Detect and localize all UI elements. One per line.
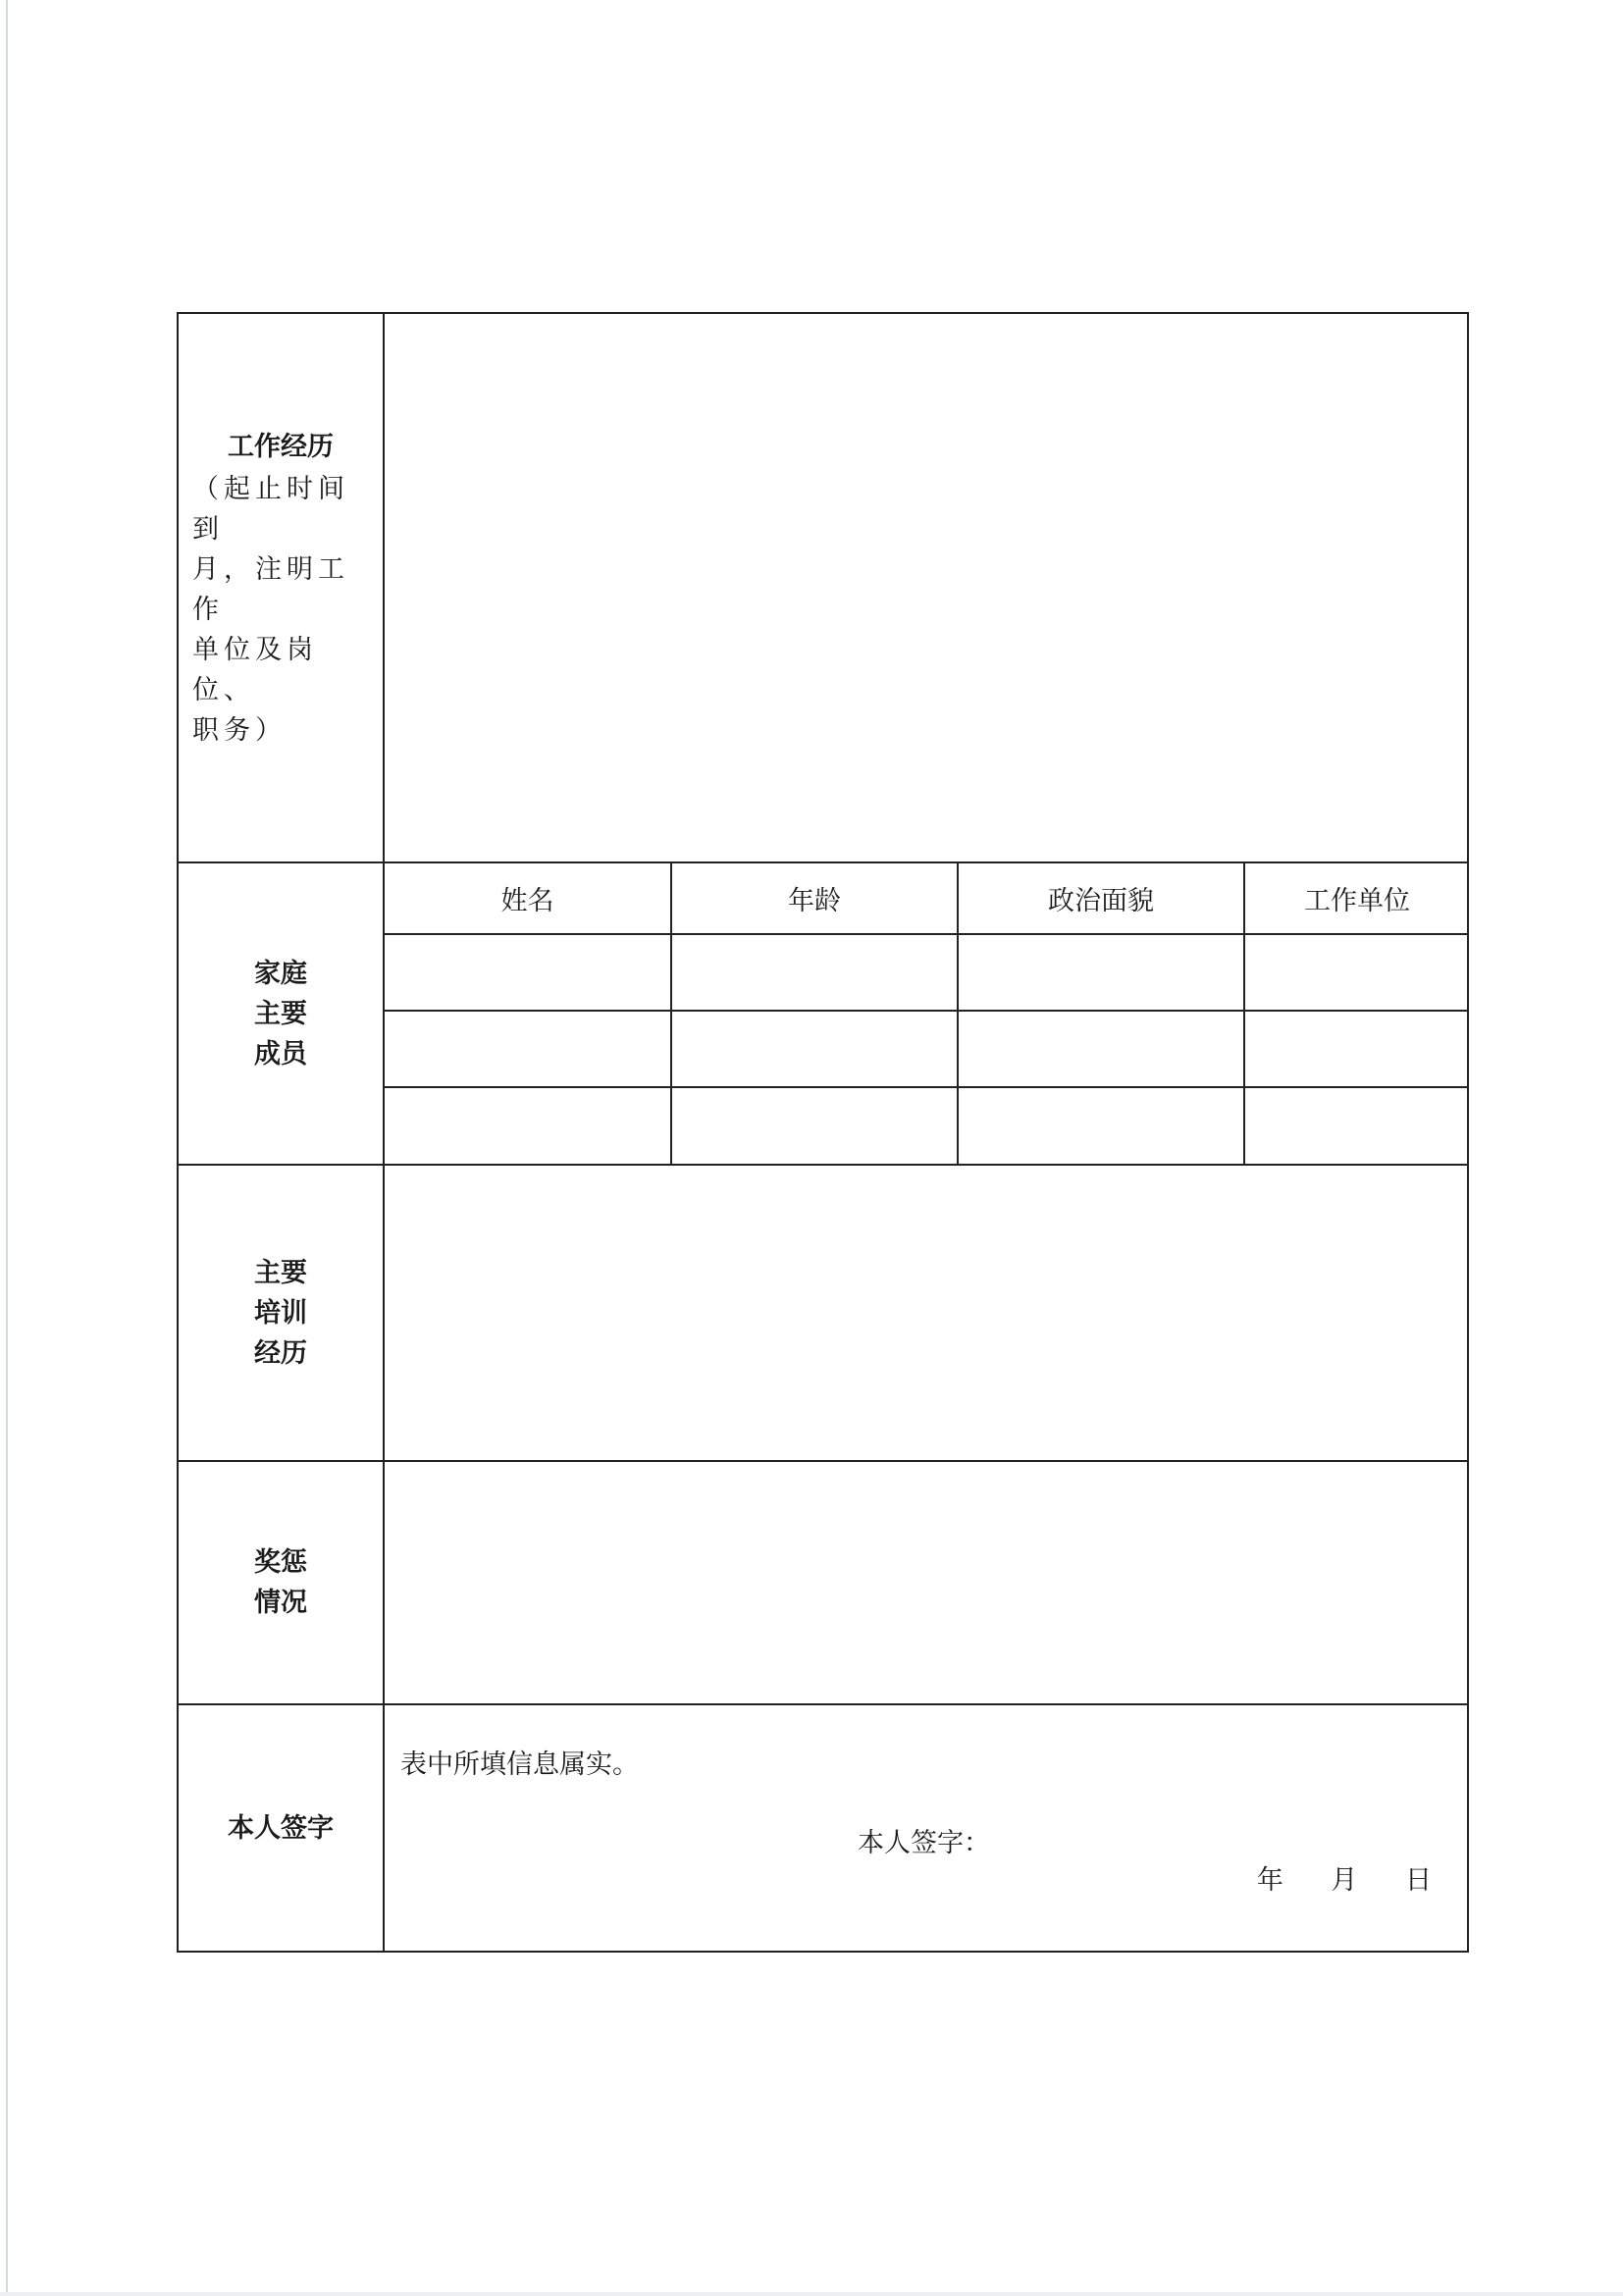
work-history-note-line: 单位及岗位、: [192, 634, 318, 705]
employer-field[interactable]: [1244, 934, 1469, 1011]
name-field[interactable]: [385, 1011, 671, 1087]
work-history-note-line: 月，注明工作: [192, 553, 349, 625]
age-field[interactable]: [671, 934, 958, 1011]
signature-label: [178, 1704, 384, 1952]
application-form-table: [177, 312, 1469, 1953]
column-header-name: 姓名: [385, 863, 671, 934]
training-field[interactable]: [384, 1165, 1468, 1461]
training-label: [178, 1165, 384, 1461]
family-member-row: [385, 934, 1469, 1011]
date-month-label: 月: [1331, 1865, 1358, 1896]
employer-field[interactable]: [1244, 1011, 1469, 1087]
scan-edge-bottom: [0, 2292, 1623, 2296]
age-field[interactable]: [671, 1087, 958, 1164]
rewards-field[interactable]: [384, 1461, 1468, 1704]
date-line: [1218, 1858, 1432, 1897]
political-status-field[interactable]: [958, 1011, 1244, 1087]
name-field[interactable]: [385, 1087, 671, 1164]
signature-row: [178, 1704, 1468, 1952]
rewards-label: [178, 1461, 384, 1704]
political-status-field[interactable]: [958, 934, 1244, 1011]
family-header-row: [385, 863, 1469, 934]
work-history-row: [178, 313, 1468, 862]
work-history-title: 工作经历: [228, 431, 334, 462]
rewards-row: [178, 1461, 1468, 1704]
family-label-line: 成员: [254, 1038, 307, 1070]
training-row: [178, 1165, 1468, 1461]
work-history-note-line: 职务）: [192, 714, 287, 746]
rewards-label-line: 奖惩: [254, 1547, 307, 1578]
work-history-field[interactable]: [384, 313, 1468, 862]
family-members-table: [385, 863, 1469, 1164]
training-label-line: 经历: [254, 1337, 307, 1369]
date-year-label: 年: [1256, 1865, 1283, 1896]
column-header-employer: 工作单位: [1244, 863, 1469, 934]
family-member-row: [385, 1011, 1469, 1087]
family-members-cell: [384, 862, 1468, 1165]
family-label-line: 家庭: [254, 958, 307, 989]
rewards-label-line: 情况: [254, 1588, 307, 1618]
family-label-line: 主要: [254, 998, 307, 1029]
date-day-label: 日: [1405, 1865, 1432, 1896]
column-header-age: 年龄: [671, 863, 958, 934]
age-field[interactable]: [671, 1011, 958, 1087]
signature-cell[interactable]: [384, 1704, 1468, 1952]
work-history-note-line: （起止时间到: [192, 473, 349, 545]
training-label-line: 主要: [254, 1257, 307, 1288]
scan-edge: [6, 0, 8, 2296]
employer-field[interactable]: [1244, 1087, 1469, 1164]
political-status-field[interactable]: [958, 1087, 1244, 1164]
family-member-row: [385, 1087, 1469, 1164]
signature-prompt: 本人签字：: [858, 1828, 990, 1858]
work-history-label: [178, 313, 384, 862]
column-header-political-status: 政治面貌: [958, 863, 1244, 934]
family-row: [178, 862, 1468, 1165]
name-field[interactable]: [385, 934, 671, 1011]
signature-label-text: 本人签字: [228, 1812, 334, 1844]
family-label: [178, 862, 384, 1165]
declaration-text: 表中所填信息属实。: [400, 1749, 639, 1780]
training-label-line: 培训: [254, 1297, 307, 1329]
